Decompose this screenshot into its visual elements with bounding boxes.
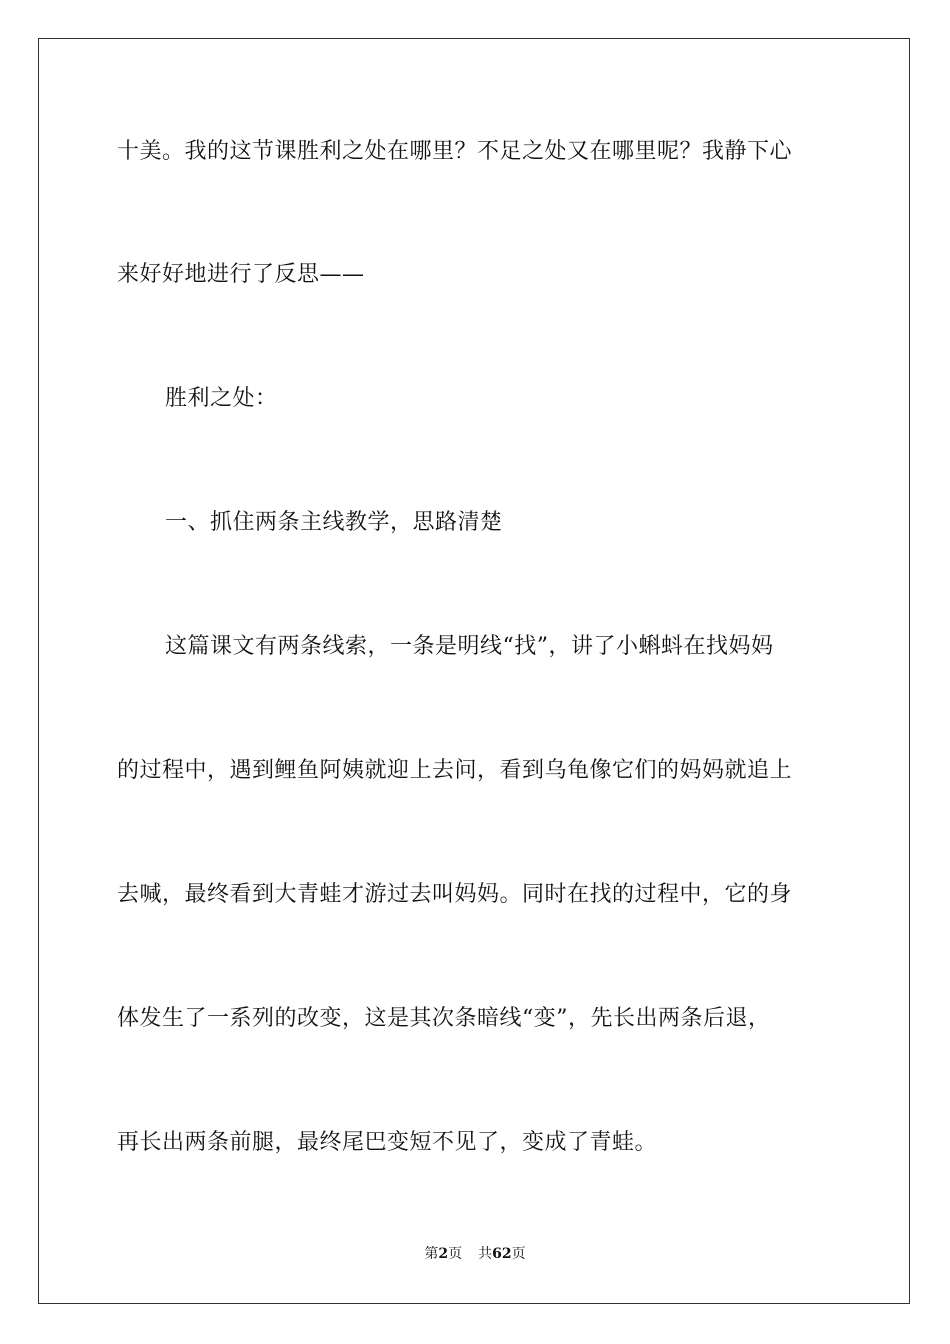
page-prefix: 第 — [424, 1246, 439, 1262]
total-pages: 62 — [492, 1246, 512, 1262]
body-line-9: 再长出两条前腿，最终尾巴变短不见了，变成了青蛙。 — [117, 1130, 658, 1155]
page-number: 2 — [438, 1246, 449, 1262]
total-suffix: 页 — [511, 1246, 526, 1262]
body-line-8: 体发生了一系列的改变，这是其次条暗线“变”，先长出两条后退， — [117, 1006, 771, 1031]
body-line-7: 去喊，最终看到大青蛙才游过去叫妈妈。同时在找的过程中，它的身 — [117, 882, 793, 907]
body-line-6: 的过程中，遇到鲤鱼阿姨就迎上去问，看到乌龟像它们的妈妈就追上 — [117, 758, 793, 783]
body-line-3: 胜利之处： — [165, 386, 278, 411]
page-footer — [0, 1244, 950, 1264]
page-suffix: 页 — [448, 1246, 463, 1262]
page-border — [38, 38, 910, 1304]
body-line-2: 来好好地进行了反思—— — [117, 262, 365, 287]
body-line-4: 一、抓住两条主线教学，思路清楚 — [165, 510, 503, 535]
body-line-1: 十美。我的这节课胜利之处在哪里？不足之处又在哪里呢？我静下心 — [117, 139, 793, 164]
body-line-5: 这篇课文有两条线索，一条是明线“找”，讲了小蝌蚪在找妈妈 — [165, 634, 774, 659]
total-prefix: 共 — [478, 1246, 493, 1262]
